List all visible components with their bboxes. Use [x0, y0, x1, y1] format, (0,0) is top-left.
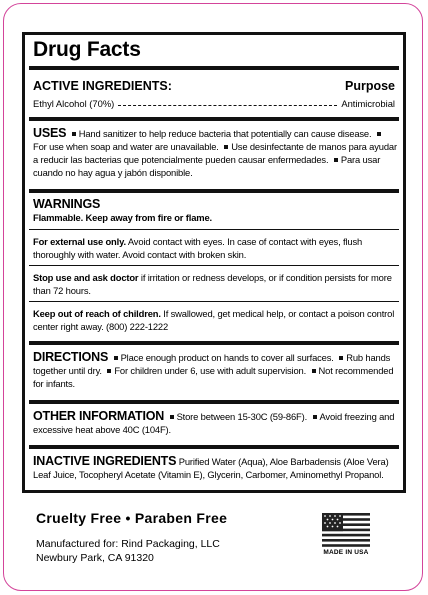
divider	[29, 400, 399, 404]
uses-text: Use desinfectante de manos para ayudar a reducir las bacterias que potencialmente pueden causar enfermedades.	[33, 141, 397, 165]
uses-text: For use when soap and water are unavailable.	[33, 141, 219, 152]
inactive-ingredients-section	[33, 455, 397, 481]
directions-text: For children under 6, use with adult supervision.	[114, 365, 307, 376]
children-text: If swallowed, get medical help, or contact a poison control center right away. (800) 222-1222	[33, 308, 395, 332]
divider	[29, 229, 399, 230]
bullet-icon	[334, 158, 338, 162]
divider	[29, 341, 399, 345]
directions-section	[33, 351, 397, 390]
warnings-section	[33, 198, 397, 224]
external-use-text: Avoid contact with eyes. In case of contact with eyes, flush thoroughly with water. Avoid contact with broken skin.	[33, 236, 363, 260]
stop-use-warning	[33, 271, 397, 297]
external-use-label: For external use only.	[33, 236, 126, 247]
bullet-icon	[107, 369, 111, 373]
bullet-icon	[114, 356, 118, 360]
active-ingredients-header	[33, 79, 395, 93]
active-ingredients-heading: ACTIVE INGREDIENTS:	[33, 79, 172, 93]
drug-facts-title: Drug Facts	[33, 38, 141, 61]
uses-section	[33, 127, 397, 179]
uses-text: Hand sanitizer to help reduce bacteria that potentially can cause disease.	[78, 128, 372, 139]
divider	[29, 189, 399, 193]
other-information-text: Avoid freezing and excessive heat above 40C (104F).	[33, 411, 395, 435]
other-information-heading: OTHER INFORMATION	[33, 409, 165, 423]
directions-text: Place enough product on hands to cover all surfaces.	[120, 352, 334, 363]
ingredient-purpose: Antimicrobial	[341, 98, 395, 109]
other-information-section	[33, 410, 397, 436]
uses-text: Para usar cuando no hay agua y jabón disponible.	[33, 154, 381, 178]
bullet-icon	[313, 415, 317, 419]
bullet-icon	[224, 145, 228, 149]
leader-dots	[118, 105, 337, 106]
bullet-icon	[170, 415, 174, 419]
bullet-icon	[72, 132, 76, 136]
directions-heading: DIRECTIONS	[33, 350, 109, 364]
manufacturer-info	[36, 537, 220, 565]
bullet-icon	[377, 132, 381, 136]
divider	[29, 265, 399, 266]
inactive-ingredients-text: Purified Water (Aqua), Aloe Barbadensis (Aloe Vera) Leaf Juice, Tocopheryl Acetate (Vitamin E), Glycerin, Carbomer, Aminomethyl Propanol.	[33, 456, 389, 480]
stop-use-text: if irritation or redness develops, or if condition persists for more than 72 hours.	[33, 272, 392, 296]
purpose-heading: Purpose	[344, 79, 395, 93]
ingredient-row	[33, 98, 395, 109]
directions-text: Rub hands together until dry.	[33, 352, 391, 376]
directions-text: Not recommended for infants.	[33, 365, 394, 389]
other-information-text: Store between 15-30C (59-86F).	[176, 411, 308, 422]
divider	[29, 117, 399, 121]
manufacturer-address: Newbury Park, CA 91320	[36, 552, 154, 564]
stop-use-label: Stop use and ask doctor	[33, 272, 139, 283]
children-warning	[33, 307, 397, 333]
divider	[29, 66, 399, 70]
made-in-usa-label: MADE IN USA	[323, 549, 369, 556]
uses-heading: USES	[33, 126, 67, 140]
bullet-icon	[312, 369, 316, 373]
flammable-warning: Flammable. Keep away from fire or flame.	[33, 212, 212, 223]
children-label: Keep out of reach of children.	[33, 308, 161, 319]
inactive-ingredients-heading: INACTIVE INGREDIENTS	[33, 454, 177, 468]
divider	[29, 301, 399, 302]
us-flag-icon	[322, 513, 370, 547]
ingredient-name: Ethyl Alcohol (70%)	[33, 98, 115, 109]
external-use-warning	[33, 235, 397, 261]
manufacturer-line: Manufactured for: Rind Packaging, LLC	[36, 538, 220, 550]
product-claims: Cruelty Free • Paraben Free	[36, 510, 228, 526]
divider	[29, 445, 399, 449]
warnings-heading: WARNINGS	[33, 197, 101, 211]
bullet-icon	[339, 356, 343, 360]
drug-facts-panel	[22, 32, 406, 493]
